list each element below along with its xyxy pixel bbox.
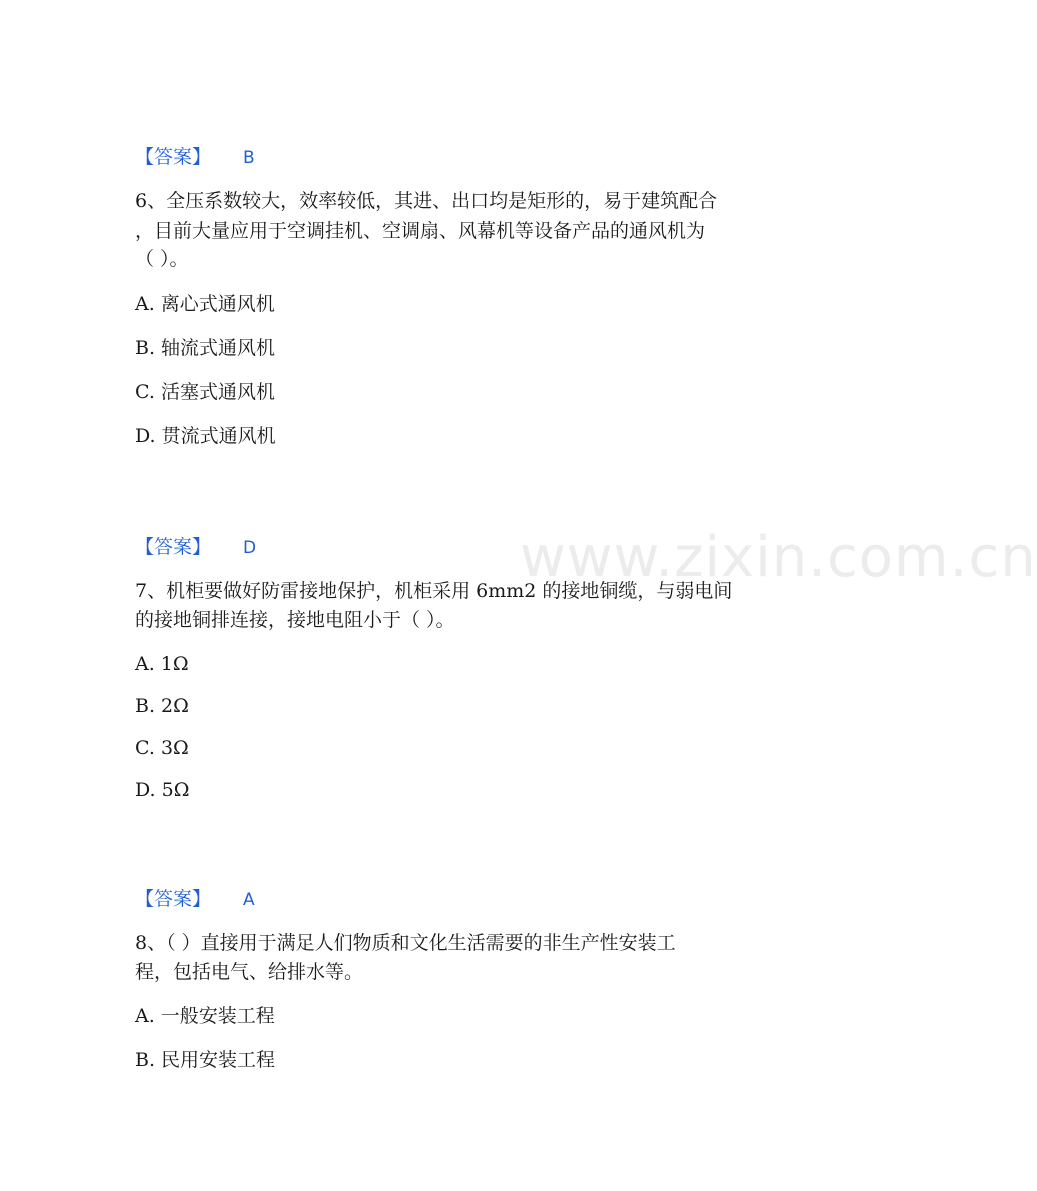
- question-7-line-1: 7、机柜要做好防雷接地保护，机柜采用 6mm2 的接地铜缆，与弱电间: [135, 580, 733, 602]
- answer-value: B: [243, 148, 255, 168]
- question-6-line-3: （ ）。: [135, 248, 189, 270]
- question-6-option-b: B. 轴流式通风机: [135, 337, 276, 359]
- answer-line-7: [135, 887, 255, 912]
- answer-tag: 【答案】: [135, 888, 212, 910]
- answer-value: D: [243, 538, 257, 558]
- question-6-line-1: 6、全压系数较大，效率较低，其进、出口均是矩形的，易于建筑配合: [135, 190, 718, 212]
- question-7-line-2: 的接地铜排连接，接地电阻小于（ ）。: [135, 609, 455, 631]
- question-6-line-2: ，目前大量应用于空调挂机、空调扇、风幕机等设备产品的通风机为: [135, 220, 706, 242]
- question-7-option-c: C. 3Ω: [135, 737, 189, 759]
- question-7-option-a: A. 1Ω: [135, 653, 189, 675]
- question-7-option-b: B. 2Ω: [135, 695, 189, 717]
- answer-tag: 【答案】: [135, 536, 212, 558]
- question-6-option-c: C. 活塞式通风机: [135, 381, 275, 403]
- question-8-line-2: 程，包括电气、给排水等。: [135, 961, 364, 983]
- watermark-text: www.zixin.com.cn: [520, 525, 1037, 590]
- question-6-option-a: A. 离心式通风机: [135, 293, 275, 315]
- answer-value: A: [243, 890, 255, 910]
- answer-line-5: [135, 145, 255, 170]
- question-6-option-d: D. 贯流式通风机: [135, 425, 276, 447]
- question-8-line-1: 8、（ ）直接用于满足人们物质和文化生活需要的非生产性安装工: [135, 932, 676, 954]
- question-8-option-a: A. 一般安装工程: [135, 1005, 275, 1027]
- question-7-option-d: D. 5Ω: [135, 779, 190, 801]
- answer-tag: 【答案】: [135, 146, 212, 168]
- answer-line-6: [135, 535, 256, 560]
- question-8-option-b: B. 民用安装工程: [135, 1049, 276, 1071]
